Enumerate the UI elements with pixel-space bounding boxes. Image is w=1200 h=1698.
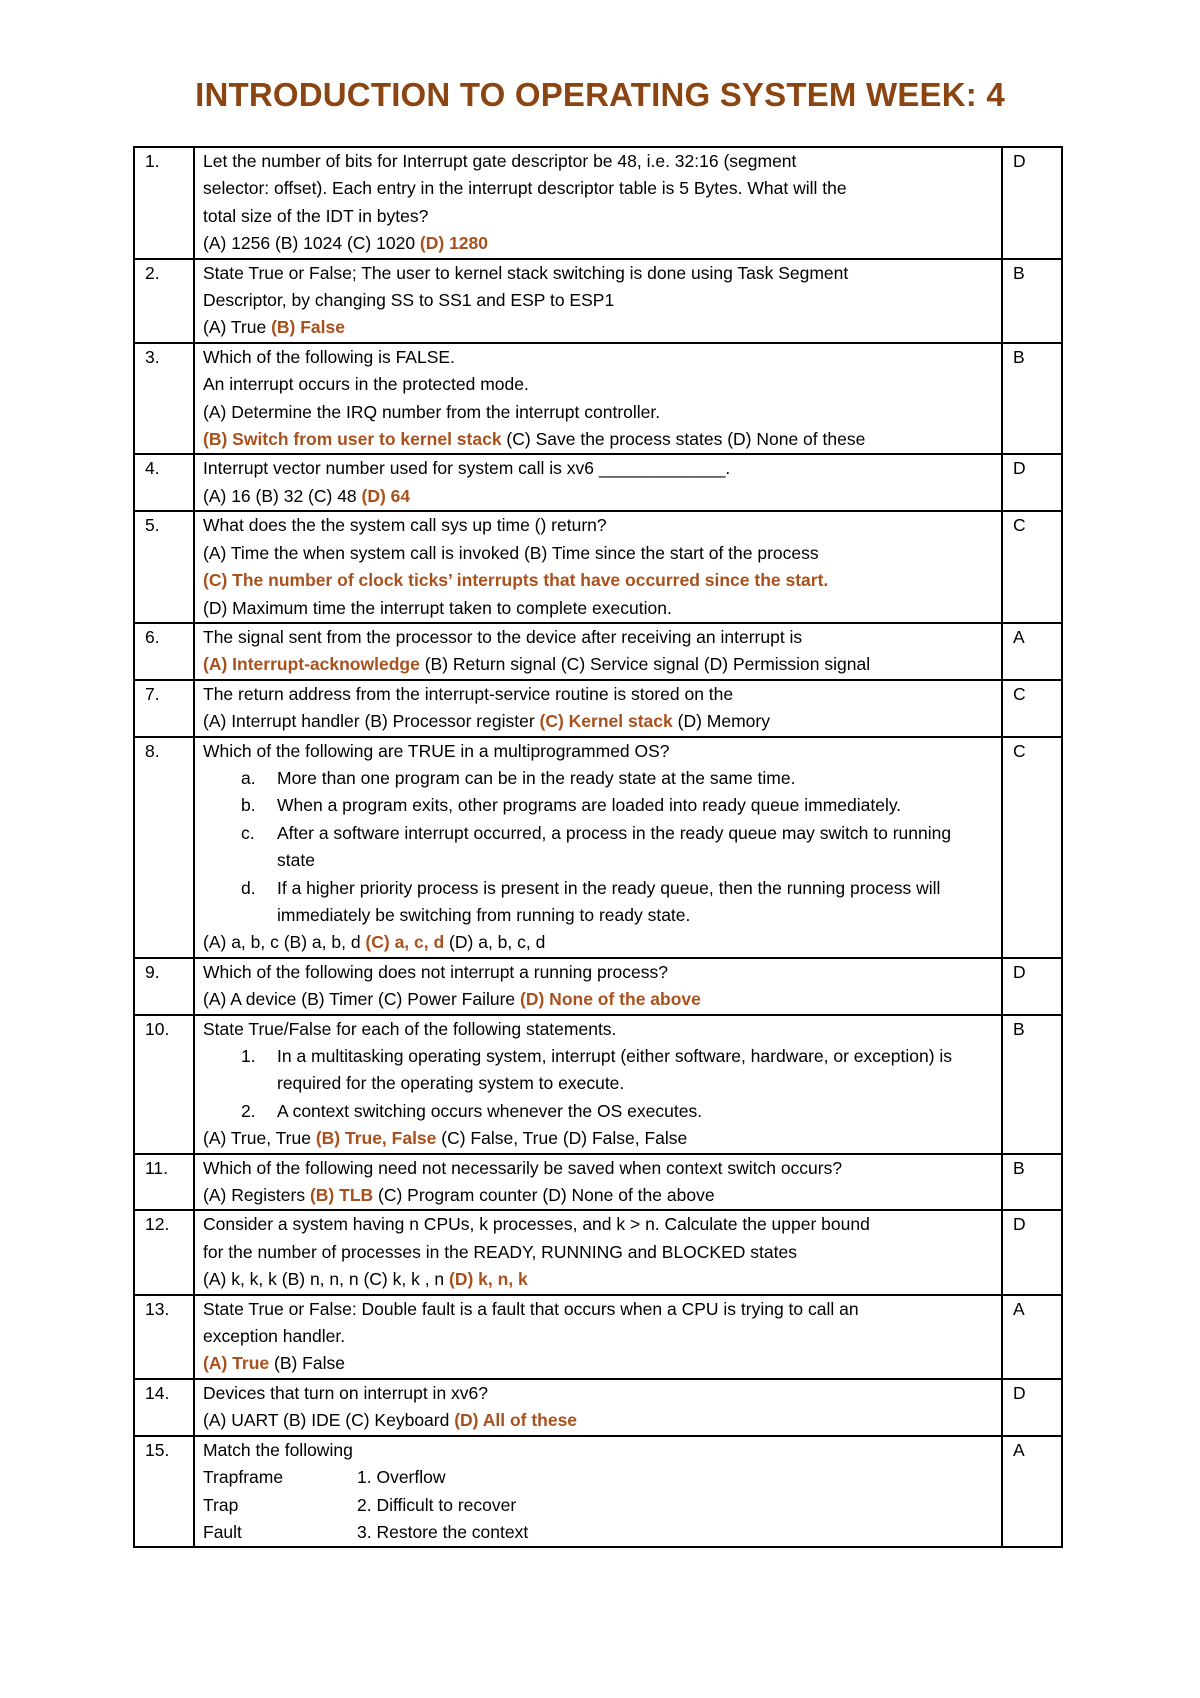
table-row — [134, 737, 1062, 958]
table-row — [134, 1210, 1062, 1294]
options-line — [203, 986, 993, 1013]
options-text: (A) A device (B) Timer (C) Power Failure — [203, 989, 521, 1010]
question-text — [194, 259, 1002, 343]
options-line — [203, 1266, 993, 1293]
question-line: selector: offset). Each entry in the interrupt descriptor table is 5 Bytes. What will the — [203, 178, 847, 199]
question-line: Descriptor, by changing SS to SS1 and ESP to ESP1 — [203, 290, 615, 311]
list-item — [241, 792, 993, 819]
question-line: (A) Time the when system call is invoked (B) Time since the start of the process — [203, 542, 819, 563]
answer-key: D — [1002, 454, 1062, 511]
question-line: State True or False: Double fault is a fault that occurs when a CPU is trying to call an — [203, 1298, 859, 1319]
question-line: State True/False for each of the following statements. — [203, 1018, 617, 1039]
table-row — [134, 623, 1062, 680]
match-left: Trap — [203, 1494, 239, 1515]
list-item — [241, 1098, 993, 1125]
question-number: 7. — [134, 680, 194, 737]
table-row — [134, 1154, 1062, 1211]
list-marker: 2. — [241, 1100, 256, 1121]
options-line — [203, 483, 993, 510]
list-item — [241, 765, 993, 792]
answer-key: C — [1002, 511, 1062, 623]
list-item-text: After a software interrupt occurred, a process in the ready queue may switch to running state — [277, 822, 952, 871]
correct-option: (C) Kernel stack — [539, 711, 673, 732]
answer-key: D — [1002, 1210, 1062, 1294]
question-text — [194, 454, 1002, 511]
question-line: An interrupt occurs in the protected mode. — [203, 374, 529, 395]
question-line: What does the the system call sys up time () return? — [203, 515, 607, 536]
list-item-text: More than one program can be in the ready state at the same time. — [277, 767, 796, 788]
question-line: total size of the IDT in bytes? — [203, 205, 429, 226]
question-line: Which of the following are TRUE in a multiprogrammed OS? — [203, 740, 670, 761]
list-item-text: In a multitasking operating system, interrupt (either software, hardware, or exception) is required for the operating system to execute. — [277, 1046, 953, 1094]
answer-key: B — [1002, 1154, 1062, 1211]
question-number: 13. — [134, 1295, 194, 1379]
match-right: 1. Overflow — [357, 1467, 446, 1488]
answer-key: D — [1002, 1379, 1062, 1436]
table-row — [134, 511, 1062, 623]
table-row — [134, 147, 1062, 259]
options-line — [203, 314, 993, 341]
correct-option: (D) k, n, k — [449, 1269, 528, 1290]
answer-key: D — [1002, 147, 1062, 259]
correct-option: (A) True — [203, 1353, 270, 1374]
table-row — [134, 1379, 1062, 1436]
answer-key: A — [1002, 623, 1062, 680]
options-text: (A) True, True — [203, 1128, 316, 1149]
correct-option: (D) None of the above — [520, 989, 701, 1010]
question-text — [194, 147, 1002, 259]
answer-key: C — [1002, 737, 1062, 958]
table-row — [134, 454, 1062, 511]
statement-list — [203, 765, 993, 929]
answer-key: A — [1002, 1436, 1062, 1548]
list-item-text: When a program exits, other programs are loaded into ready queue immediately. — [277, 795, 902, 816]
options-text: (D) a, b, c, d — [444, 932, 546, 953]
match-left: Trapframe — [203, 1467, 284, 1488]
correct-option: (B) True, False — [315, 1128, 437, 1149]
question-line: Match the following — [203, 1439, 353, 1460]
page-title: INTRODUCTION TO OPERATING SYSTEM WEEK: 4 — [195, 76, 1005, 113]
options-line — [203, 1407, 993, 1434]
question-line: Which of the following need not necessarily be saved when context switch occurs? — [203, 1157, 843, 1178]
correct-option: (A) Interrupt-acknowledge — [203, 654, 420, 675]
question-text — [194, 1210, 1002, 1294]
options-text: (C) Save the process states (D) None of these — [501, 429, 866, 450]
table-row — [134, 680, 1062, 737]
options-text: (A) Registers — [203, 1185, 310, 1206]
question-number: 11. — [134, 1154, 194, 1211]
list-marker: c. — [241, 822, 255, 843]
correct-option: (D) 64 — [361, 485, 411, 506]
question-text — [194, 958, 1002, 1015]
question-number: 2. — [134, 259, 194, 343]
options-text: (B) Return signal (C) Service signal (D) Permission signal — [419, 654, 871, 675]
table-row — [134, 1436, 1062, 1548]
list-marker: 1. — [241, 1046, 256, 1066]
question-text — [194, 680, 1002, 737]
table-row — [134, 343, 1062, 455]
options-text: (A) a, b, c (B) a, b, d — [203, 932, 366, 953]
question-text — [194, 1295, 1002, 1379]
correct-option: (B) Switch from user to kernel stack — [203, 429, 502, 450]
question-text — [194, 1154, 1002, 1211]
match-pair — [203, 1492, 993, 1519]
question-line: Which of the following does not interrupt a running process? — [203, 961, 668, 982]
correct-option: (D) All of these — [454, 1410, 578, 1431]
table-row — [134, 259, 1062, 343]
answer-key: B — [1002, 1015, 1062, 1154]
question-line: (A) Determine the IRQ number from the interrupt controller. — [203, 401, 661, 422]
options-text: (A) Interrupt handler (B) Processor register — [203, 711, 540, 732]
options-line — [203, 426, 993, 453]
options-text: (C) Program counter (D) None of the above — [373, 1185, 715, 1206]
question-line: Let the number of bits for Interrupt gate descriptor be 48, i.e. 32:16 (segment — [203, 151, 797, 171]
question-line: The signal sent from the processor to the device after receiving an interrupt is — [203, 626, 803, 647]
answer-key: B — [1002, 259, 1062, 343]
statement-list — [203, 1043, 993, 1125]
answer-key: C — [1002, 680, 1062, 737]
question-text — [194, 1015, 1002, 1154]
question-number: 6. — [134, 623, 194, 680]
correct-option: (C) a, c, d — [365, 932, 445, 953]
question-text — [194, 511, 1002, 623]
table-row — [134, 958, 1062, 1015]
answer-key: D — [1002, 958, 1062, 1015]
options-text: (B) False — [269, 1353, 345, 1374]
correct-option: (B) False — [271, 317, 345, 338]
question-number: 15. — [134, 1436, 194, 1548]
question-text — [194, 1436, 1002, 1548]
list-marker: b. — [241, 795, 256, 816]
correct-option: (D) 1280 — [419, 233, 489, 254]
question-number: 1. — [134, 147, 194, 259]
options-line — [203, 1125, 993, 1152]
options-line — [203, 929, 993, 956]
match-pair — [203, 1464, 993, 1491]
options-line — [203, 651, 993, 678]
match-right: 3. Restore the context — [357, 1521, 529, 1542]
question-line: Devices that turn on interrupt in xv6? — [203, 1382, 489, 1403]
correct-option: (B) TLB — [309, 1185, 374, 1206]
question-table — [133, 146, 1063, 1548]
list-marker: d. — [241, 877, 256, 898]
options-line — [203, 1350, 993, 1377]
question-text — [194, 737, 1002, 958]
options-line — [203, 230, 993, 257]
question-text — [194, 1379, 1002, 1436]
question-line: The return address from the interrupt-service routine is stored on the — [203, 683, 734, 704]
answer-key: B — [1002, 343, 1062, 455]
table-row — [134, 1015, 1062, 1154]
options-text: (D) Memory — [672, 711, 770, 732]
correct-option: (C) The number of clock ticks’ interrupts that have occurred since the start. — [203, 570, 829, 591]
question-line: Which of the following is FALSE. — [203, 346, 455, 367]
question-text — [194, 343, 1002, 455]
question-line: exception handler. — [203, 1326, 346, 1347]
question-line: Interrupt vector number used for system call is xv6 _____________. — [203, 458, 731, 479]
list-item — [241, 1043, 993, 1098]
list-item-text: A context switching occurs whenever the OS executes. — [277, 1100, 703, 1121]
question-number: 4. — [134, 454, 194, 511]
options-text: (A) 16 (B) 32 (C) 48 — [203, 485, 362, 506]
question-line: State True or False; The user to kernel stack switching is done using Task Segment — [203, 262, 849, 283]
table-row — [134, 1295, 1062, 1379]
options-line — [203, 1182, 993, 1209]
list-item-text: If a higher priority process is present in the ready queue, then the running process will immediately be switching from running to ready state. — [277, 877, 941, 925]
options-text: (A) 1256 (B) 1024 (C) 1020 — [203, 233, 420, 254]
match-right: 2. Difficult to recover — [357, 1494, 517, 1515]
options-line — [203, 708, 993, 735]
match-pair — [203, 1519, 993, 1546]
question-number: 5. — [134, 511, 194, 623]
question-line: for the number of processes in the READY, RUNNING and BLOCKED states — [203, 1241, 797, 1262]
match-left: Fault — [203, 1521, 242, 1542]
options-text: (A) UART (B) IDE (C) Keyboard — [203, 1410, 455, 1431]
question-line: Consider a system having n CPUs, k processes, and k > n. Calculate the upper bound — [203, 1214, 870, 1235]
question-number: 8. — [134, 737, 194, 958]
question-number: 3. — [134, 343, 194, 455]
options-text: (C) False, True (D) False, False — [436, 1128, 688, 1149]
list-marker: a. — [241, 767, 256, 788]
list-item — [241, 875, 993, 930]
question-number: 14. — [134, 1379, 194, 1436]
question-number: 9. — [134, 958, 194, 1015]
answer-key: A — [1002, 1295, 1062, 1379]
question-number: 12. — [134, 1210, 194, 1294]
options-text: (A) True — [203, 317, 272, 338]
list-item — [241, 820, 993, 875]
options-text: (A) k, k, k (B) n, n, n (C) k, k , n — [203, 1269, 450, 1290]
options-line: (D) Maximum time the interrupt taken to complete execution. — [203, 597, 672, 618]
question-number: 10. — [134, 1015, 194, 1154]
question-text — [194, 623, 1002, 680]
